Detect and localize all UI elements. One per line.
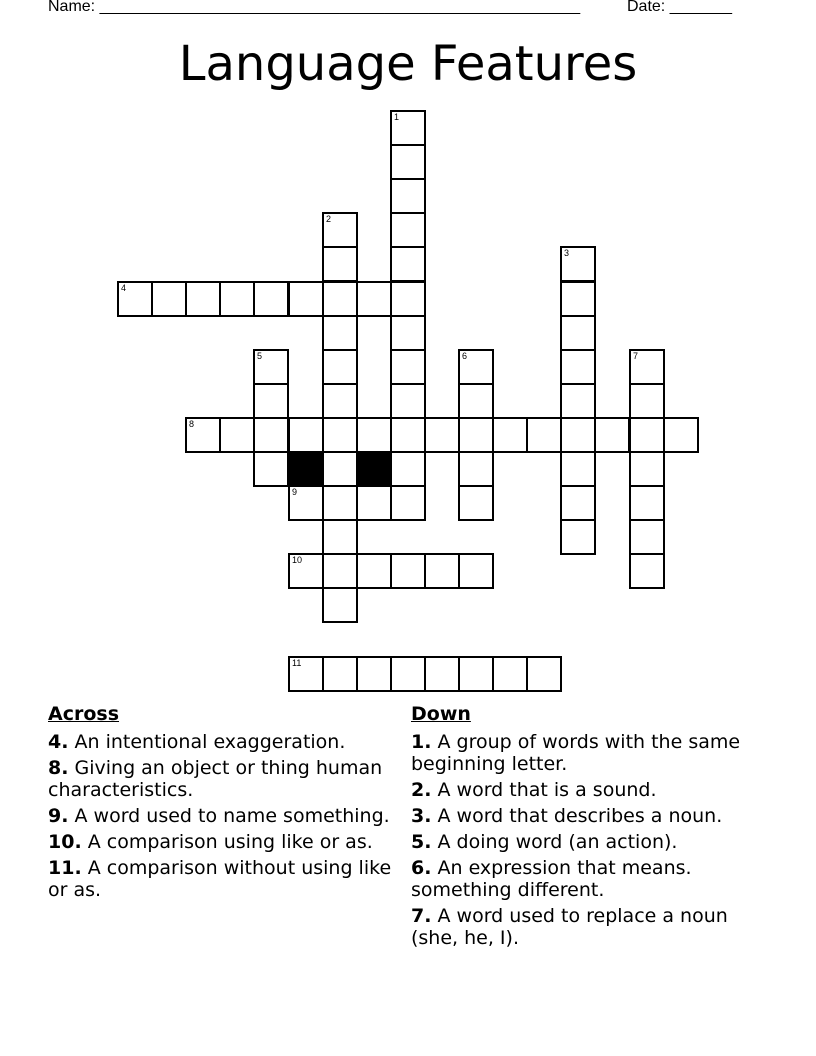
- down-clues: [411, 703, 771, 953]
- crossword-cell[interactable]: [390, 315, 426, 351]
- crossword-cell[interactable]: [594, 417, 630, 453]
- clue-number: 8.: [48, 757, 69, 779]
- crossword-cell[interactable]: [322, 212, 358, 248]
- page-title: Language Features: [178, 36, 638, 92]
- crossword-cell[interactable]: [560, 485, 596, 521]
- crossword-cell[interactable]: [288, 485, 324, 521]
- across-clue: [48, 731, 393, 753]
- across-clues: [48, 703, 393, 905]
- crossword-cell[interactable]: [288, 656, 324, 692]
- crossword-cell[interactable]: [322, 587, 358, 623]
- clue-number: 5.: [411, 831, 432, 853]
- clue-text: A word that describes a noun.: [437, 805, 723, 827]
- crossword-cell[interactable]: [322, 281, 358, 317]
- crossword-cell[interactable]: [560, 451, 596, 487]
- crossword-cell[interactable]: [322, 417, 358, 453]
- crossword-cell[interactable]: [390, 417, 426, 453]
- down-clue: [411, 779, 771, 801]
- crossword-cell[interactable]: [458, 383, 494, 419]
- crossword-cell[interactable]: [253, 349, 289, 385]
- crossword-cell[interactable]: [117, 281, 153, 317]
- crossword-cell[interactable]: [390, 212, 426, 248]
- across-clue-list: [48, 731, 393, 901]
- crossword-cell[interactable]: [629, 519, 665, 555]
- down-heading: Down: [411, 703, 471, 725]
- crossword-cell[interactable]: [560, 349, 596, 385]
- crossword-cell[interactable]: [219, 281, 255, 317]
- crossword-cell[interactable]: [356, 485, 392, 521]
- clue-number: 9.: [48, 805, 69, 827]
- clue-text: Giving an object or thing human characteristics.: [48, 757, 383, 801]
- clue-text: An expression that means. something different.: [411, 857, 692, 901]
- clue-number: 10: [292, 555, 303, 565]
- crossword-cell[interactable]: [560, 281, 596, 317]
- crossword-cell[interactable]: [492, 656, 528, 692]
- crossword-cell[interactable]: [629, 417, 665, 453]
- crossword-cell[interactable]: [322, 485, 358, 521]
- crossword-block: [356, 451, 392, 487]
- crossword-cell[interactable]: [458, 656, 494, 692]
- crossword-cell[interactable]: [458, 451, 494, 487]
- clue-number: 2.: [411, 779, 432, 801]
- crossword-cell[interactable]: [185, 417, 221, 453]
- crossword-cell[interactable]: [253, 281, 289, 317]
- clue-number: 6: [462, 351, 468, 361]
- crossword-cell[interactable]: [492, 417, 528, 453]
- crossword-cell[interactable]: [390, 246, 426, 282]
- clue-text: A comparison without using like or as.: [48, 857, 392, 901]
- crossword-cell[interactable]: [390, 281, 426, 317]
- clue-text: A doing word (an action).: [437, 831, 678, 853]
- name-field[interactable]: Name: ______________________________________________________: [48, 0, 581, 15]
- clue-number: 4.: [48, 731, 69, 753]
- date-field[interactable]: Date: _______: [627, 0, 732, 15]
- crossword-cell[interactable]: [356, 656, 392, 692]
- crossword-cell[interactable]: [253, 417, 289, 453]
- crossword-cell[interactable]: [458, 553, 494, 589]
- crossword-cell[interactable]: [560, 417, 596, 453]
- crossword-cell[interactable]: [185, 281, 221, 317]
- crossword-cell[interactable]: [629, 485, 665, 521]
- clue-number: 3: [564, 248, 570, 258]
- clue-number: 5: [257, 351, 263, 361]
- clue-text: A group of words with the same beginning letter.: [411, 731, 741, 775]
- clue-number: 4: [121, 283, 127, 293]
- down-clue: [411, 805, 771, 827]
- crossword-cell[interactable]: [322, 349, 358, 385]
- across-clue: [48, 831, 393, 853]
- crossword-cell[interactable]: [356, 553, 392, 589]
- crossword-cell[interactable]: [288, 281, 324, 317]
- clue-number: 2: [326, 214, 332, 224]
- crossword-cell[interactable]: [253, 451, 289, 487]
- crossword-cell[interactable]: [390, 178, 426, 214]
- crossword-cell[interactable]: [390, 553, 426, 589]
- down-clue: [411, 857, 771, 901]
- crossword-cell[interactable]: [322, 315, 358, 351]
- crossword-cell[interactable]: [629, 349, 665, 385]
- crossword-cell[interactable]: [458, 349, 494, 385]
- down-clue: [411, 905, 771, 949]
- crossword-cell[interactable]: [219, 417, 255, 453]
- down-clue: [411, 731, 771, 775]
- clue-number: 7.: [411, 905, 432, 927]
- crossword-cell[interactable]: [663, 417, 699, 453]
- clue-text: A comparison using like or as.: [87, 831, 373, 853]
- crossword-cell[interactable]: [526, 656, 562, 692]
- across-clue: [48, 757, 393, 801]
- crossword-cell[interactable]: [322, 451, 358, 487]
- clue-number: 8: [189, 419, 195, 429]
- across-clue: [48, 857, 393, 901]
- crossword-cell[interactable]: [390, 656, 426, 692]
- clue-number: 3.: [411, 805, 432, 827]
- clue-text: A word used to name something.: [74, 805, 390, 827]
- across-heading: Across: [48, 703, 120, 725]
- clue-number: 9: [292, 487, 298, 497]
- clue-number: 10.: [48, 831, 82, 853]
- down-clue: [411, 831, 771, 853]
- crossword-cell[interactable]: [322, 519, 358, 555]
- crossword-cell[interactable]: [424, 553, 460, 589]
- crossword-cell[interactable]: [390, 110, 426, 146]
- crossword-cell[interactable]: [560, 383, 596, 419]
- crossword-cell[interactable]: [390, 144, 426, 180]
- crossword-cell[interactable]: [356, 417, 392, 453]
- crossword-cell[interactable]: [322, 553, 358, 589]
- across-clue: [48, 805, 393, 827]
- crossword-cell[interactable]: [288, 553, 324, 589]
- crossword-cell[interactable]: [458, 417, 494, 453]
- crossword-cell[interactable]: [322, 383, 358, 419]
- crossword-cell[interactable]: [629, 451, 665, 487]
- crossword-cell[interactable]: [322, 246, 358, 282]
- clue-number: 11.: [48, 857, 82, 879]
- crossword-cell[interactable]: [390, 451, 426, 487]
- crossword-block: [288, 451, 324, 487]
- crossword-cell[interactable]: [629, 383, 665, 419]
- crossword-cell[interactable]: [253, 383, 289, 419]
- clue-number: 6.: [411, 857, 432, 879]
- crossword-cell[interactable]: [629, 553, 665, 589]
- crossword-cell[interactable]: [458, 485, 494, 521]
- crossword-cell[interactable]: [322, 656, 358, 692]
- clue-number: 7: [633, 351, 639, 361]
- crossword-cell[interactable]: [526, 417, 562, 453]
- crossword-cell[interactable]: [390, 349, 426, 385]
- crossword-cell[interactable]: [151, 281, 187, 317]
- crossword-cell[interactable]: [560, 315, 596, 351]
- clue-number: 1: [394, 112, 400, 122]
- clue-number: 11: [292, 658, 302, 668]
- crossword-cell[interactable]: [356, 281, 392, 317]
- clue-text: A word used to replace a noun (she, he, I).: [411, 905, 728, 949]
- clue-number: 1.: [411, 731, 432, 753]
- down-clue-list: [411, 731, 771, 949]
- crossword-cell[interactable]: [560, 246, 596, 282]
- clue-text: An intentional exaggeration.: [74, 731, 346, 753]
- crossword-cell[interactable]: [424, 656, 460, 692]
- crossword-cell[interactable]: [390, 485, 426, 521]
- crossword-cell[interactable]: [390, 383, 426, 419]
- crossword-cell[interactable]: [424, 417, 460, 453]
- crossword-cell[interactable]: [288, 417, 324, 453]
- clue-text: A word that is a sound.: [437, 779, 657, 801]
- crossword-cell[interactable]: [560, 519, 596, 555]
